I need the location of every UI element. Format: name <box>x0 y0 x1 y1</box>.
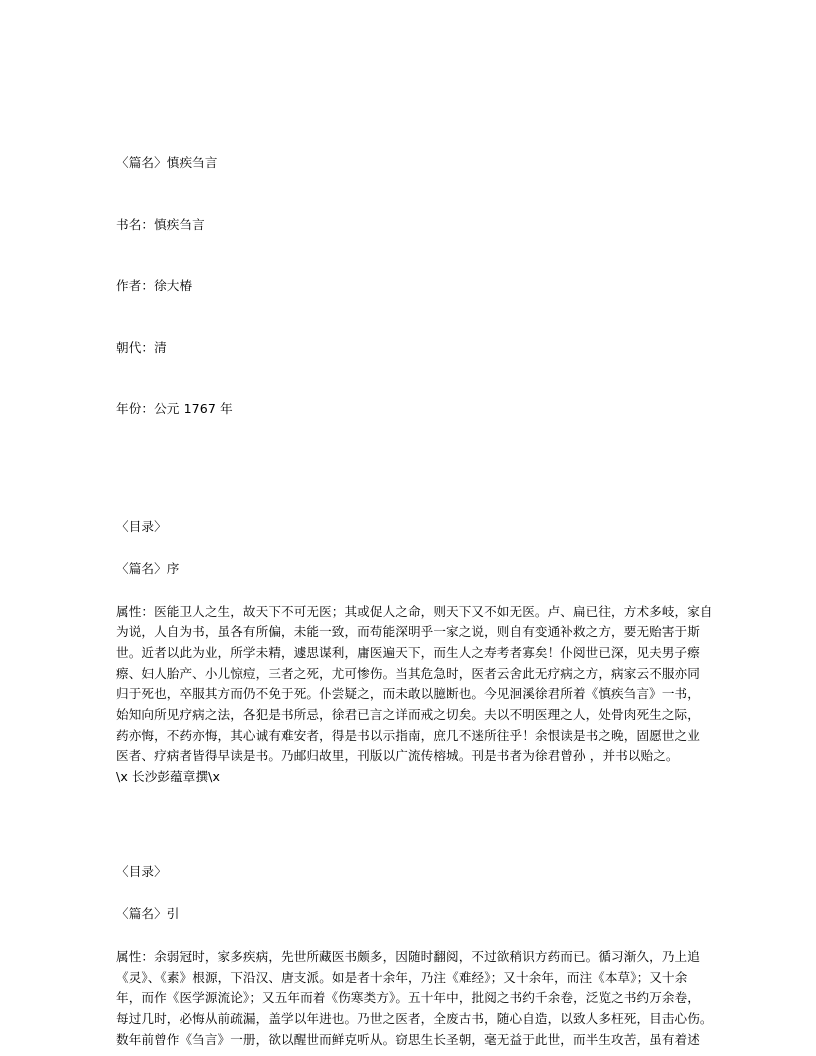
section-1-signature: \x 长沙彭蕴章撰\x <box>116 769 221 785</box>
document-header <box>116 112 724 461</box>
section-2-paragraph: 《灵》、《素》根源，下沿汉、唐支派。如是者十余年，乃注《难经》；又十余年，而注《本草》；又十余 <box>116 969 688 985</box>
section-2-paragraph: 年，而作《医学源流论》；又五年而着《伤寒类方》。五十年中，批阅之书约千余卷，泛览之书约万余卷， <box>116 990 701 1006</box>
document-year: 年份：公元 1767 年 <box>116 401 233 416</box>
section-2-paragraph: 每过几时，必悔从前疏漏，盖学以年进也。乃世之医者，全废古书，随心自造，以致人多枉死，目击心伤。 <box>116 1010 713 1026</box>
document-dynasty: 朝代：清 <box>116 339 167 355</box>
section-1-paragraph: 医者、疗病者皆得早读是书。乃邮归故里，刊版以广流传榕城。刊是书者为徐君曾孙 ，并书以贻之。 <box>116 748 679 764</box>
section-1-paragraph: 瘵、妇人胎产、小儿惊痘，三者之死，尤可惨伤。当其危急时，医者云舍此无疗病之方，病家云不服亦同 <box>116 665 700 681</box>
spacer <box>116 537 724 559</box>
section-1-paragraph: 世。近者以此为业，所学未精，遽思谋利，庸医遍天下，而生人之寿考者寡矣！仆阅世已深，见夫男子瘵 <box>116 644 700 660</box>
section-1-title-tag: 〈篇名〉序 <box>116 561 180 576</box>
section-1-toc-tag: 〈目录〉 <box>116 518 167 534</box>
section-2-title-tag: 〈篇名〉引 <box>116 906 180 922</box>
document-book-name: 书名：慎疾刍言 <box>116 216 205 232</box>
section-1-paragraph: 药亦悔，不药亦悔，其心诚有难安者，得是书以示指南，庶几不迷所往乎！余恨读是书之晚，固愿世之业 <box>116 727 700 743</box>
section-1-paragraph: 始知向所见疗病之法，各犯是书所忌，徐君已言之详而戒之切矣。夫以不明医理之人，处骨肉死生之际， <box>116 707 700 723</box>
section-1-paragraph: 属性：医能卫人之生，故天下不可无医；其或促人之命，则天下又不如无医。卢、扁已往，方术多岐，家自 <box>116 603 713 619</box>
spacer <box>116 580 724 602</box>
document-title-tag: 〈篇名〉慎疾刍言 <box>116 155 218 170</box>
section-1-paragraph: 归于死也，卒服其方而仍不免于死。仆尝疑之，而未敢以臆断也。今见洄溪徐君所着《慎疾刍言》一书， <box>116 686 700 702</box>
section-2-paragraph: 属性：余弱冠时，家多疾病，先世所藏医书颇多，因随时翻阅，不过欲稍识方药而已。循习渐久，乃上追 <box>116 948 700 964</box>
spacer <box>116 788 724 862</box>
section-2-paragraph: 数年前曾作《刍言》一册，欲以醒世而鲜克听从。窃思生长圣朝，毫无益于此世，而半生攻苦，虽有着述 <box>116 1031 700 1047</box>
section-2-toc-tag: 〈目录〉 <box>116 863 167 879</box>
spacer <box>116 925 724 947</box>
spacer <box>116 461 724 517</box>
spacer <box>116 882 724 904</box>
document-author: 作者：徐大椿 <box>116 278 193 293</box>
section-1-paragraph: 为说，人自为书，虽各有所偏，未能一致，而苟能深明乎一家之说，则自有变通补救之方，要无贻害于斯 <box>116 624 700 640</box>
